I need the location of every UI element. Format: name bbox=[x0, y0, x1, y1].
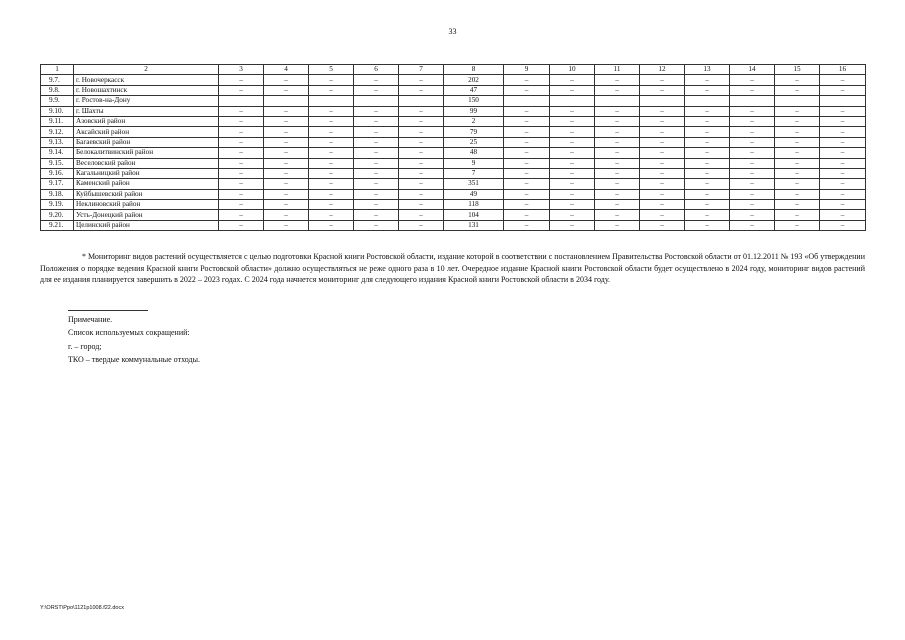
table-cell: – bbox=[550, 106, 595, 116]
row-number: 9.9. bbox=[41, 96, 74, 106]
table-cell: – bbox=[775, 168, 820, 178]
table-cell: 202 bbox=[444, 75, 504, 85]
column-header: 1 bbox=[41, 65, 74, 75]
table-cell: – bbox=[640, 168, 685, 178]
row-name: Белокалитвинский район bbox=[74, 148, 219, 158]
table-cell bbox=[730, 96, 775, 106]
table-cell: – bbox=[640, 210, 685, 220]
table-row bbox=[41, 106, 866, 116]
table-cell: 25 bbox=[444, 137, 504, 147]
table-cell: 47 bbox=[444, 85, 504, 95]
table-cell: – bbox=[399, 116, 444, 126]
column-header: 11 bbox=[595, 65, 640, 75]
table-cell: – bbox=[309, 116, 354, 126]
table-cell: – bbox=[399, 85, 444, 95]
table-cell: – bbox=[504, 85, 550, 95]
row-name: Усть-Донецкий район bbox=[74, 210, 219, 220]
table-cell: – bbox=[550, 85, 595, 95]
table-cell: – bbox=[685, 75, 730, 85]
row-number: 9.21. bbox=[41, 220, 74, 230]
column-header: 12 bbox=[640, 65, 685, 75]
table-cell: – bbox=[550, 127, 595, 137]
table-row bbox=[41, 158, 866, 168]
row-name: Веселовский район bbox=[74, 158, 219, 168]
table-cell: – bbox=[264, 148, 309, 158]
table-cell: – bbox=[219, 210, 264, 220]
table-cell: – bbox=[504, 148, 550, 158]
table-cell: – bbox=[820, 168, 866, 178]
table-cell: – bbox=[399, 106, 444, 116]
table-cell: 351 bbox=[444, 179, 504, 189]
table-cell: – bbox=[820, 106, 866, 116]
column-header: 2 bbox=[74, 65, 219, 75]
table-cell: – bbox=[354, 158, 399, 168]
table-cell: – bbox=[219, 200, 264, 210]
table-cell: – bbox=[354, 137, 399, 147]
table-cell: 118 bbox=[444, 200, 504, 210]
table-cell: – bbox=[820, 137, 866, 147]
table-cell: – bbox=[504, 158, 550, 168]
table-cell: – bbox=[264, 137, 309, 147]
table-cell: – bbox=[354, 168, 399, 178]
row-name: Целинский район bbox=[74, 220, 219, 230]
table-cell: – bbox=[640, 200, 685, 210]
table-cell: – bbox=[685, 168, 730, 178]
table-cell: – bbox=[399, 200, 444, 210]
table-cell bbox=[640, 96, 685, 106]
table-cell: – bbox=[504, 200, 550, 210]
row-number: 9.8. bbox=[41, 85, 74, 95]
row-number: 9.18. bbox=[41, 189, 74, 199]
table-cell: – bbox=[640, 127, 685, 137]
table-cell: – bbox=[504, 75, 550, 85]
table-cell: – bbox=[309, 220, 354, 230]
row-number: 9.19. bbox=[41, 200, 74, 210]
table-cell: – bbox=[219, 220, 264, 230]
table-cell: – bbox=[550, 189, 595, 199]
table-cell: – bbox=[730, 168, 775, 178]
table-cell: – bbox=[595, 137, 640, 147]
row-number: 9.12. bbox=[41, 127, 74, 137]
row-name: г. Новошахтинск bbox=[74, 85, 219, 95]
table-cell: – bbox=[685, 116, 730, 126]
table-cell: – bbox=[399, 158, 444, 168]
table-cell: – bbox=[219, 116, 264, 126]
table-cell: – bbox=[730, 210, 775, 220]
table-cell bbox=[775, 96, 820, 106]
table-cell: 131 bbox=[444, 220, 504, 230]
column-header: 7 bbox=[399, 65, 444, 75]
table-cell bbox=[354, 96, 399, 106]
table-cell: – bbox=[399, 179, 444, 189]
table-cell: – bbox=[309, 179, 354, 189]
table-cell: 79 bbox=[444, 127, 504, 137]
table-cell: – bbox=[264, 179, 309, 189]
table-cell: – bbox=[264, 158, 309, 168]
table-cell: – bbox=[504, 137, 550, 147]
row-name: г. Шахты bbox=[74, 106, 219, 116]
table-cell: – bbox=[264, 127, 309, 137]
table-cell: – bbox=[354, 75, 399, 85]
table-row bbox=[41, 220, 866, 230]
table-cell: – bbox=[685, 127, 730, 137]
table-cell: – bbox=[264, 220, 309, 230]
row-number: 9.20. bbox=[41, 210, 74, 220]
row-number: 9.7. bbox=[41, 75, 74, 85]
note-divider bbox=[68, 310, 148, 311]
table-cell bbox=[264, 96, 309, 106]
row-name: Неклиновский район bbox=[74, 200, 219, 210]
table-cell: – bbox=[820, 148, 866, 158]
table-cell: – bbox=[264, 200, 309, 210]
table-cell: – bbox=[550, 210, 595, 220]
table-cell: – bbox=[730, 200, 775, 210]
table-cell: – bbox=[309, 137, 354, 147]
table-cell: – bbox=[399, 137, 444, 147]
table-row bbox=[41, 168, 866, 178]
table-cell: – bbox=[504, 168, 550, 178]
table-cell: 2 bbox=[444, 116, 504, 126]
table-cell: – bbox=[595, 179, 640, 189]
table-cell: – bbox=[775, 148, 820, 158]
table-cell: – bbox=[595, 148, 640, 158]
table-cell: – bbox=[730, 85, 775, 95]
table-cell: – bbox=[595, 158, 640, 168]
table-cell: – bbox=[730, 179, 775, 189]
table-cell bbox=[820, 96, 866, 106]
table-cell: – bbox=[640, 179, 685, 189]
table-cell: – bbox=[309, 85, 354, 95]
table-cell bbox=[309, 96, 354, 106]
table-cell: – bbox=[595, 75, 640, 85]
table-cell bbox=[504, 96, 550, 106]
row-name: Азовский район bbox=[74, 116, 219, 126]
table-header-row bbox=[41, 65, 866, 75]
table-cell: – bbox=[309, 189, 354, 199]
table-cell: – bbox=[550, 116, 595, 126]
table-cell: – bbox=[354, 200, 399, 210]
table-cell: – bbox=[640, 189, 685, 199]
table-cell: – bbox=[595, 127, 640, 137]
table-cell: – bbox=[354, 220, 399, 230]
table-cell: – bbox=[264, 75, 309, 85]
table-cell bbox=[595, 96, 640, 106]
column-header: 8 bbox=[444, 65, 504, 75]
table-cell: – bbox=[685, 106, 730, 116]
row-number: 9.13. bbox=[41, 137, 74, 147]
table-cell: – bbox=[595, 200, 640, 210]
row-name: Багаевский район bbox=[74, 137, 219, 147]
column-header: 4 bbox=[264, 65, 309, 75]
table-row bbox=[41, 200, 866, 210]
table-cell: – bbox=[595, 168, 640, 178]
row-name: Кагальницкий район bbox=[74, 168, 219, 178]
table-cell: – bbox=[550, 137, 595, 147]
table-cell: – bbox=[685, 179, 730, 189]
column-header: 6 bbox=[354, 65, 399, 75]
table-cell: – bbox=[595, 210, 640, 220]
table-cell: – bbox=[219, 179, 264, 189]
table-cell: – bbox=[264, 189, 309, 199]
table-cell: 99 bbox=[444, 106, 504, 116]
file-path: Y:\ORST\Ppo\1121p1008.f22.docx bbox=[40, 605, 124, 611]
table-cell: – bbox=[595, 106, 640, 116]
column-header: 13 bbox=[685, 65, 730, 75]
table-cell bbox=[550, 96, 595, 106]
table-cell: – bbox=[219, 148, 264, 158]
table-cell: – bbox=[685, 220, 730, 230]
table-cell: – bbox=[309, 158, 354, 168]
table-cell: – bbox=[775, 137, 820, 147]
row-number: 9.14. bbox=[41, 148, 74, 158]
data-table bbox=[40, 64, 866, 231]
table-cell: – bbox=[730, 158, 775, 168]
table-cell: – bbox=[309, 210, 354, 220]
table-cell: – bbox=[685, 137, 730, 147]
table-cell bbox=[399, 96, 444, 106]
notes-item: ТКО – твердые коммунальные отходы. bbox=[68, 354, 200, 364]
table-cell: – bbox=[354, 106, 399, 116]
table-cell: – bbox=[399, 127, 444, 137]
table-cell: – bbox=[820, 158, 866, 168]
table-cell: – bbox=[354, 116, 399, 126]
row-number: 9.10. bbox=[41, 106, 74, 116]
table-cell: – bbox=[820, 179, 866, 189]
table-cell: – bbox=[685, 210, 730, 220]
table-row bbox=[41, 148, 866, 158]
table-cell: – bbox=[685, 200, 730, 210]
table-cell: – bbox=[640, 220, 685, 230]
table-cell: – bbox=[775, 189, 820, 199]
table-cell: – bbox=[595, 116, 640, 126]
table-cell: – bbox=[399, 189, 444, 199]
table-cell: 48 bbox=[444, 148, 504, 158]
table-cell: – bbox=[550, 168, 595, 178]
table-cell: – bbox=[640, 106, 685, 116]
table-cell: – bbox=[775, 85, 820, 95]
table-cell: – bbox=[730, 189, 775, 199]
table-cell: – bbox=[550, 148, 595, 158]
table-cell: – bbox=[504, 106, 550, 116]
table-cell: – bbox=[309, 148, 354, 158]
table-cell: – bbox=[219, 137, 264, 147]
row-name: Аксайский район bbox=[74, 127, 219, 137]
table-cell: – bbox=[264, 106, 309, 116]
table-cell: – bbox=[730, 106, 775, 116]
table-cell: – bbox=[354, 127, 399, 137]
table-row bbox=[41, 85, 866, 95]
table-cell: – bbox=[775, 200, 820, 210]
column-header: 3 bbox=[219, 65, 264, 75]
table-cell: – bbox=[504, 210, 550, 220]
row-number: 9.16. bbox=[41, 168, 74, 178]
table-cell: 104 bbox=[444, 210, 504, 220]
table-cell: – bbox=[640, 116, 685, 126]
notes-title: Примечание. bbox=[68, 315, 113, 324]
notes bbox=[68, 313, 200, 366]
table-cell: – bbox=[399, 148, 444, 158]
table-cell: – bbox=[219, 168, 264, 178]
table-cell: – bbox=[399, 220, 444, 230]
table-cell: – bbox=[354, 148, 399, 158]
table-body bbox=[41, 75, 866, 231]
table-row bbox=[41, 189, 866, 199]
column-header: 9 bbox=[504, 65, 550, 75]
table-cell: – bbox=[399, 210, 444, 220]
column-header: 14 bbox=[730, 65, 775, 75]
table-cell: – bbox=[219, 158, 264, 168]
row-number: 9.11. bbox=[41, 116, 74, 126]
table-cell: – bbox=[219, 85, 264, 95]
table-cell: – bbox=[595, 189, 640, 199]
table-cell: – bbox=[775, 210, 820, 220]
table-cell: 49 bbox=[444, 189, 504, 199]
table-cell: – bbox=[309, 106, 354, 116]
row-name: г. Ростов-на-Дону bbox=[74, 96, 219, 106]
column-header: 16 bbox=[820, 65, 866, 75]
column-header: 15 bbox=[775, 65, 820, 75]
table-cell: – bbox=[504, 220, 550, 230]
table-cell: – bbox=[640, 158, 685, 168]
table-cell: – bbox=[219, 189, 264, 199]
table-cell: – bbox=[399, 168, 444, 178]
table-cell: – bbox=[354, 189, 399, 199]
row-number: 9.17. bbox=[41, 179, 74, 189]
table-cell: – bbox=[354, 85, 399, 95]
table-cell: – bbox=[820, 210, 866, 220]
table-cell: – bbox=[730, 116, 775, 126]
table-cell: 9 bbox=[444, 158, 504, 168]
table-cell: – bbox=[775, 127, 820, 137]
row-name: Куйбышевский район bbox=[74, 189, 219, 199]
table-cell: – bbox=[264, 210, 309, 220]
row-name: Каменский район bbox=[74, 179, 219, 189]
table-cell: – bbox=[550, 179, 595, 189]
table-cell: – bbox=[685, 148, 730, 158]
table-cell: – bbox=[595, 220, 640, 230]
table-cell: – bbox=[775, 220, 820, 230]
table-cell: – bbox=[219, 75, 264, 85]
table-row bbox=[41, 75, 866, 85]
table-cell: – bbox=[550, 75, 595, 85]
table-cell: – bbox=[730, 75, 775, 85]
table-cell: – bbox=[640, 137, 685, 147]
table-cell: – bbox=[775, 106, 820, 116]
row-name: г. Новочеркасск bbox=[74, 75, 219, 85]
table-cell: – bbox=[685, 158, 730, 168]
table-row bbox=[41, 127, 866, 137]
table-cell bbox=[685, 96, 730, 106]
table-cell: – bbox=[820, 116, 866, 126]
table-cell: – bbox=[504, 116, 550, 126]
table-cell: – bbox=[309, 127, 354, 137]
table-cell: – bbox=[685, 189, 730, 199]
table-cell: – bbox=[309, 75, 354, 85]
table-cell: – bbox=[640, 75, 685, 85]
table-row bbox=[41, 96, 866, 106]
table-cell: – bbox=[264, 85, 309, 95]
notes-list-title: Список используемых сокращений: bbox=[68, 328, 190, 338]
table-cell: – bbox=[685, 85, 730, 95]
table-cell: 7 bbox=[444, 168, 504, 178]
table-cell: – bbox=[820, 85, 866, 95]
table-cell: – bbox=[595, 85, 640, 95]
table-cell: – bbox=[219, 127, 264, 137]
column-header: 5 bbox=[309, 65, 354, 75]
table-row bbox=[41, 179, 866, 189]
table-cell: – bbox=[354, 210, 399, 220]
table-cell: – bbox=[640, 85, 685, 95]
footnote-text: * Мониторинг видов растений осуществляется с целью подготовки Красной книги Ростовской области, издание которой в соответствии с постановлением Правительства Ростовской области от 01.12.2011 № 193 «Об утверждении Положения о порядке ведения Красной книги Ростовской области» должно осуществляться не реже одного раза в 10 лет. Очередное издание Красной книги Ростовской области будет осуществлено в 2024 году, мониторинг видов растений для ее издания планируется завершить в 2022 – 2023 годах. С 2024 года начнется мониторинг для следующего издания Красной книги Ростовской области в 2034 году. bbox=[40, 252, 865, 284]
table-cell: 150 bbox=[444, 96, 504, 106]
table-cell: – bbox=[399, 75, 444, 85]
table-cell: – bbox=[820, 127, 866, 137]
table-cell: – bbox=[550, 158, 595, 168]
table-cell: – bbox=[354, 179, 399, 189]
table-row bbox=[41, 210, 866, 220]
table-cell: – bbox=[730, 137, 775, 147]
table-cell: – bbox=[820, 189, 866, 199]
table-cell: – bbox=[820, 220, 866, 230]
table-cell: – bbox=[309, 168, 354, 178]
table-cell: – bbox=[219, 106, 264, 116]
table-cell: – bbox=[775, 75, 820, 85]
table-cell: – bbox=[504, 179, 550, 189]
footnote bbox=[40, 251, 865, 286]
table-cell: – bbox=[550, 220, 595, 230]
table-cell: – bbox=[640, 148, 685, 158]
table-cell: – bbox=[504, 127, 550, 137]
table-cell: – bbox=[775, 116, 820, 126]
column-header: 10 bbox=[550, 65, 595, 75]
row-number: 9.15. bbox=[41, 158, 74, 168]
table-cell: – bbox=[820, 75, 866, 85]
page-number: 33 bbox=[448, 27, 457, 36]
table-cell: – bbox=[264, 116, 309, 126]
table-row bbox=[41, 137, 866, 147]
table-cell: – bbox=[504, 189, 550, 199]
notes-item: г. – город; bbox=[68, 341, 102, 351]
table-cell: – bbox=[730, 127, 775, 137]
table-cell: – bbox=[550, 200, 595, 210]
table-cell: – bbox=[775, 179, 820, 189]
table-cell: – bbox=[730, 148, 775, 158]
table-cell: – bbox=[264, 168, 309, 178]
table-cell: – bbox=[775, 158, 820, 168]
table-cell: – bbox=[730, 220, 775, 230]
table-row bbox=[41, 116, 866, 126]
table-cell bbox=[219, 96, 264, 106]
table-cell: – bbox=[309, 200, 354, 210]
table-cell: – bbox=[820, 200, 866, 210]
